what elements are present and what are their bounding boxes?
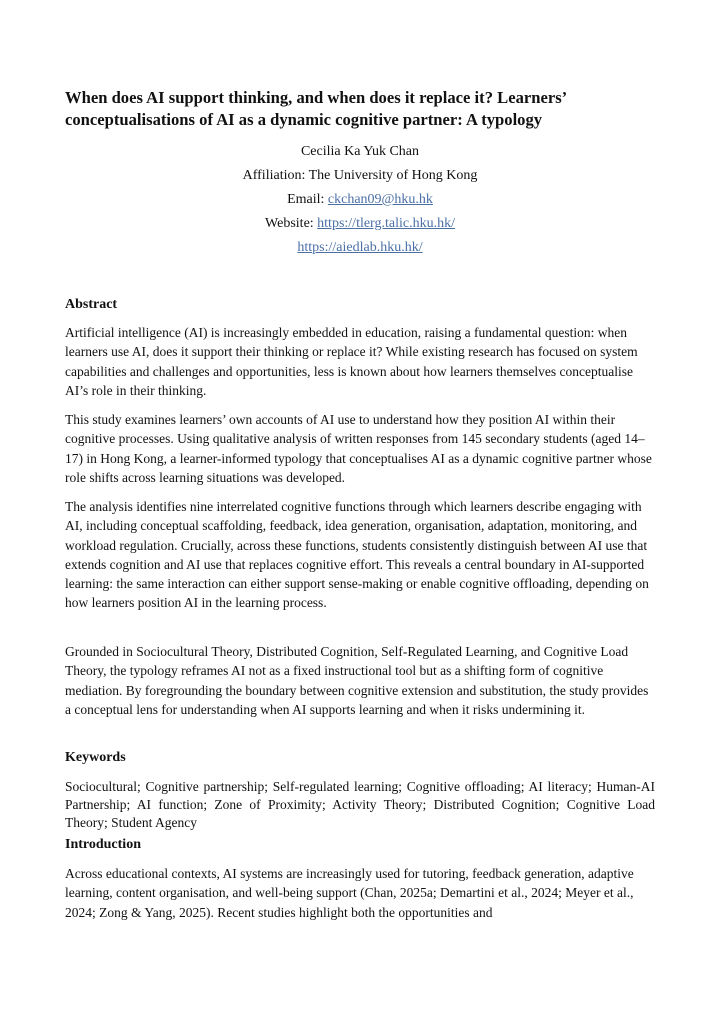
keywords-text: Sociocultural; Cognitive partnership; Self-regulated learning; Cognitive offloading; AI literacy; Human-AI Partnership; AI function; Zone of Proximity; Activity Theory; Distributed Cognition; Cognitive Load Theory; Student Agency — [65, 779, 655, 830]
abstract-paragraph: Artificial intelligence (AI) is increasingly embedded in education, raising a fundamental question: when learners use AI, does it support their thinking or replace it? While existing research has focused on system capabilities and challenges and opportunities, less is known about how learners themselves conceptualise AI’s role in their thinking. — [65, 325, 638, 398]
introduction-paragraph: Across educational contexts, AI systems are increasingly used for tutoring, feedback generation, adaptive learning, content organisation, and well-being support (Chan, 2025a; Demartini et al., 2024; Meyer et al., 2024; Zong & Yang, 2025). Recent studies highlight both the opportunities and — [65, 866, 634, 920]
abstract-paragraph: The analysis identifies nine interrelated cognitive functions through which learners describe engaging with AI, including conceptual scaffolding, feedback, idea generation, organisation, adaptation, monitoring, and workload regulation. Crucially, across these functions, students consistently distinguish between AI use that extends cognition and AI use that replaces cognitive effort. This reveals a central boundary in AI-supported learning: the same interaction can either support sense-making or enable cognitive offloading, depending on how learners position AI in the learning process. — [65, 499, 649, 611]
website-link-1[interactable]: https://tlerg.talic.hku.hk/ — [317, 216, 455, 231]
keywords-heading: Keywords — [65, 750, 126, 765]
website-line — [65, 215, 655, 232]
website-label: Website: — [265, 216, 318, 231]
author-name: Cecilia Ka Yuk Chan — [300, 144, 420, 159]
abstract-paragraph: Grounded in Sociocultural Theory, Distributed Cognition, Self-Regulated Learning, and Cognitive Load Theory, the typology reframes AI not as a fixed instructional tool but as a shifting form of cognitive mediation. By foregrounding the boundary between cognitive extension and substitution, the study provides a conceptual lens for understanding when AI supports learning and when it risks undermining it. — [65, 644, 649, 717]
paper-title: When does AI support thinking, and when does it replace it? Learners’ conceptualisations of AI as a dynamic cognitive partner: A typology — [65, 88, 566, 129]
website-link-2[interactable]: https://aiedlab.hku.hk/ — [297, 240, 423, 255]
author-affiliation: Affiliation: The University of Hong Kong — [242, 168, 478, 183]
introduction-heading: Introduction — [65, 837, 141, 852]
website-line-2 — [65, 239, 655, 256]
email-link[interactable]: ckchan09@hku.hk — [327, 192, 433, 207]
abstract-paragraph: This study examines learners’ own accounts of AI use to understand how they position AI within their cognitive processes. Using qualitative analysis of written responses from 145 secondary students (aged 14–17) in Hong Kong, a learner-informed typology that conceptualises AI as a dynamic cognitive partner whose role shifts across learning situations was developed. — [65, 412, 652, 485]
abstract-heading: Abstract — [65, 297, 118, 312]
email-label: Email: — [287, 192, 328, 207]
author-email-line — [65, 191, 655, 208]
